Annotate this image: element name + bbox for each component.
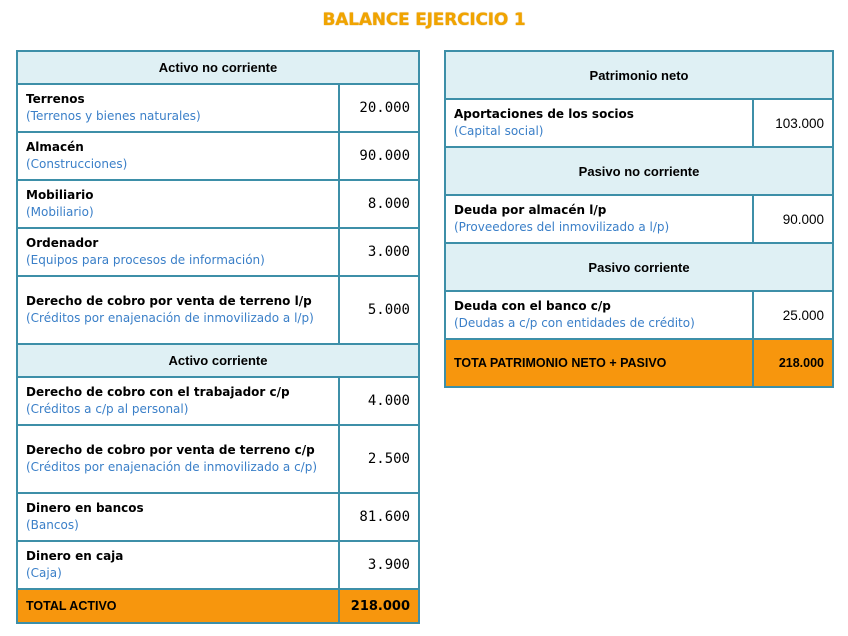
row-value: 90.000 <box>753 195 833 243</box>
row-value: 4.000 <box>339 377 419 425</box>
table-row <box>17 377 419 425</box>
row-value: 103.000 <box>753 99 833 147</box>
table-row <box>17 276 419 344</box>
row-account: (Créditos a c/p al personal) <box>26 402 189 416</box>
row-account: (Caja) <box>26 566 62 580</box>
total-activo-label: TOTAL ACTIVO <box>17 589 339 623</box>
row-account: (Mobiliario) <box>26 205 94 219</box>
total-activo-value: 218.000 <box>339 589 419 623</box>
table-row <box>445 195 833 243</box>
total-row <box>17 589 419 623</box>
total-pasivo-label: TOTA PATRIMONIO NETO + PASIVO <box>445 339 753 387</box>
section-header-pasivo-no-corriente: Pasivo no corriente <box>445 147 833 195</box>
table-row <box>17 180 419 228</box>
row-value: 8.000 <box>339 180 419 228</box>
table-row <box>17 425 419 493</box>
table-row <box>17 493 419 541</box>
row-value: 5.000 <box>339 276 419 344</box>
section-header-pasivo-corriente: Pasivo corriente <box>445 243 833 291</box>
row-account: (Deudas a c/p con entidades de crédito) <box>454 316 695 330</box>
activo-table <box>16 50 420 624</box>
row-account: (Bancos) <box>26 518 79 532</box>
row-value: 3.900 <box>339 541 419 589</box>
table-row <box>17 228 419 276</box>
row-value: 20.000 <box>339 84 419 132</box>
table-row <box>17 541 419 589</box>
table-row <box>445 99 833 147</box>
row-label: Ordenador <box>26 236 99 250</box>
row-label: Almacén <box>26 140 84 154</box>
total-row <box>445 339 833 387</box>
table-row <box>17 132 419 180</box>
total-pasivo-value: 218.000 <box>753 339 833 387</box>
row-label: Deuda con el banco c/p <box>454 299 611 313</box>
row-account: (Equipos para procesos de información) <box>26 253 265 267</box>
row-account: (Capital social) <box>454 124 544 138</box>
table-row <box>445 291 833 339</box>
section-header-activo-corriente: Activo corriente <box>17 344 419 377</box>
page-title: BALANCE EJERCICIO 1 <box>322 10 526 30</box>
row-label: Terrenos <box>26 92 85 106</box>
row-account: (Proveedores del inmovilizado a l/p) <box>454 220 670 234</box>
row-label: Dinero en bancos <box>26 501 144 515</box>
row-label: Dinero en caja <box>26 549 124 563</box>
table-row <box>17 84 419 132</box>
section-header-activo-no-corriente: Activo no corriente <box>17 51 419 84</box>
row-account: (Créditos por enajenación de inmovilizado a c/p) <box>26 460 318 474</box>
row-account: (Construcciones) <box>26 157 128 171</box>
row-label: Derecho de cobro por venta de terreno c/p <box>26 443 315 457</box>
row-label: Derecho de cobro con el trabajador c/p <box>26 385 290 399</box>
row-label: Derecho de cobro por venta de terreno l/p <box>26 294 312 308</box>
row-value: 2.500 <box>339 425 419 493</box>
row-account: (Terrenos y bienes naturales) <box>26 109 201 123</box>
row-value: 81.600 <box>339 493 419 541</box>
row-label: Deuda por almacén l/p <box>454 203 607 217</box>
row-value: 25.000 <box>753 291 833 339</box>
row-value: 3.000 <box>339 228 419 276</box>
row-label: Mobiliario <box>26 188 94 202</box>
row-value: 90.000 <box>339 132 419 180</box>
row-account: (Créditos por enajenación de inmovilizado a l/p) <box>26 311 314 325</box>
row-label: Aportaciones de los socios <box>454 107 634 121</box>
pasivo-table <box>444 50 834 388</box>
section-header-patrimonio-neto: Patrimonio neto <box>445 51 833 99</box>
